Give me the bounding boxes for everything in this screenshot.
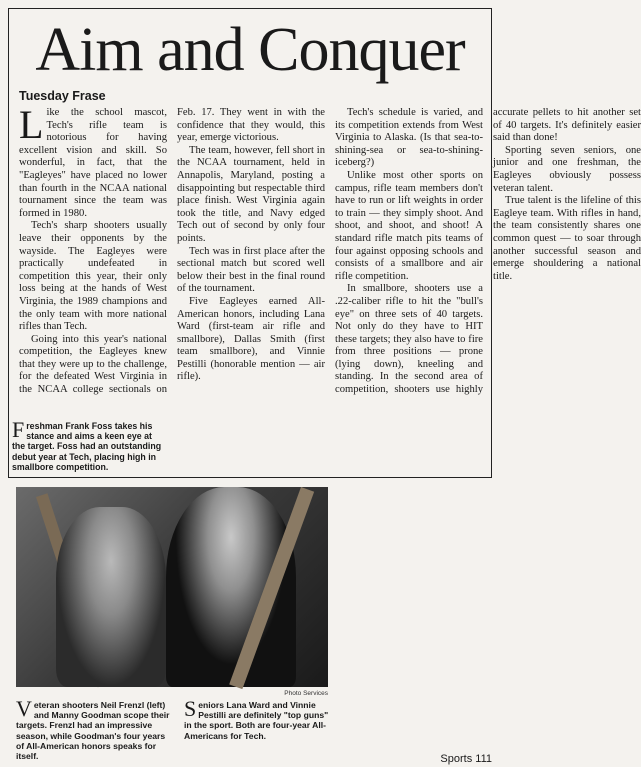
caption-veteran: Veteran shooters Neil Frenzl (left) and Manny Goodman scope their targets. Frenzl had an impressive season, while Goodman's four years of All-American honors speaks for itself.: [16, 696, 170, 762]
paragraph-2: Tech's sharp shooters usually leave their opponents by the wayside. The Eagleyes were practically undefeated in competition this year, their only loss being at the hands of West Virginia, the 1989 champions and the only team with more national rifles than Tech.: [19, 220, 167, 333]
paragraph-10: Sporting seven seniors, one junior and one freshman, the Eagleyes obviously possess veteran talent.: [493, 144, 641, 194]
paragraph-9: In smallbore, shooters use a .22-caliber rifle to hit the "bull's eye" on three sets of 40 targets. Not only do they have to HIT these targets; they also have to fire from three positions — prone (lying down), kneeling and standing. In the second area of competition, shooters use highly accurate pellets to hit another set of 40 targets. It's definitely easier said than done!: [335, 107, 641, 396]
paragraph-4: The team, however, fell short in the NCAA tournament, held in Annapolis, Maryland, posting a disappointing but respectable third place finish. West Virginia again took the title, and Navy edged Tech out of second by only four points.: [177, 144, 325, 244]
paragraph-1: Like the school mascot, Tech's rifle team is notorious for having excellent vision and skill. So wonderful, in fact, that the "Eagleyes" have placed no lower than fourth in the NCAA national tournament since the team was formed in 1980.: [19, 102, 167, 219]
drop-cap: L: [19, 102, 44, 147]
page-folio: Sports 111: [440, 753, 492, 765]
paragraph-8: Unlike most other sports on campus, rifle team members don't have to run or lift weights in order to train — they simply shoot. And shoot, and shoot, and shoot! A standard rifle match pits teams of four against opposing schools and consists of a smallbore and air rifle competition.: [335, 169, 483, 282]
paragraph-3: Going into this year's national competition, the Eagleyes knew that they were up to the challenge, for the defeated West Virginia in the NCAA college sectionals on Feb. 17. They went in with the confidence that they would, this year, emerge victorious.: [19, 107, 325, 396]
caption-drop-cap: S: [184, 696, 197, 721]
team-photo: [16, 487, 328, 687]
person-left: [56, 507, 166, 687]
caption-drop-cap: F: [12, 417, 25, 442]
paragraph-6: Five Eagleyes earned All-American honors, including Lana Ward (first-team air rifle and smallbore), Dallas Smith (first team smallbore), and Vinnie Pestilli (honorable mention — air rifle).: [177, 295, 325, 383]
headline: Aim and Conquer: [35, 16, 465, 84]
paragraph-11: True talent is the lifeline of this Eagleye team. With rifles in hand, the team consistently shares one common quest — to soar through another successful season and emerge shouldering a national title.: [493, 195, 641, 282]
paragraph-7: Tech's schedule is varied, and its competition extends from West Virginia to Alaska. (Is that sea-to-shining-sea or sea-to-shining-iceberg?): [335, 107, 483, 169]
photo-credit: Photo Services: [284, 690, 328, 697]
article-frame: [8, 8, 641, 478]
byline: Tuesday Frase: [19, 89, 106, 103]
caption-drop-cap: V: [16, 696, 32, 721]
caption-seniors: Seniors Lana Ward and Vinnie Pestilli are definitely "top guns" in the sport. Both are four-year All-Americans for Tech.: [184, 696, 329, 741]
caption-freshman: Freshman Frank Foss takes his stance and aims a keen eye at the target. Foss had an outstanding debut year at Tech, placing high in smallbore competition.: [12, 417, 162, 472]
article-body: [19, 102, 641, 407]
paragraph-5: Tech was in first place after the sectional match but scored well below their best in the final round of the tournament.: [177, 245, 325, 295]
